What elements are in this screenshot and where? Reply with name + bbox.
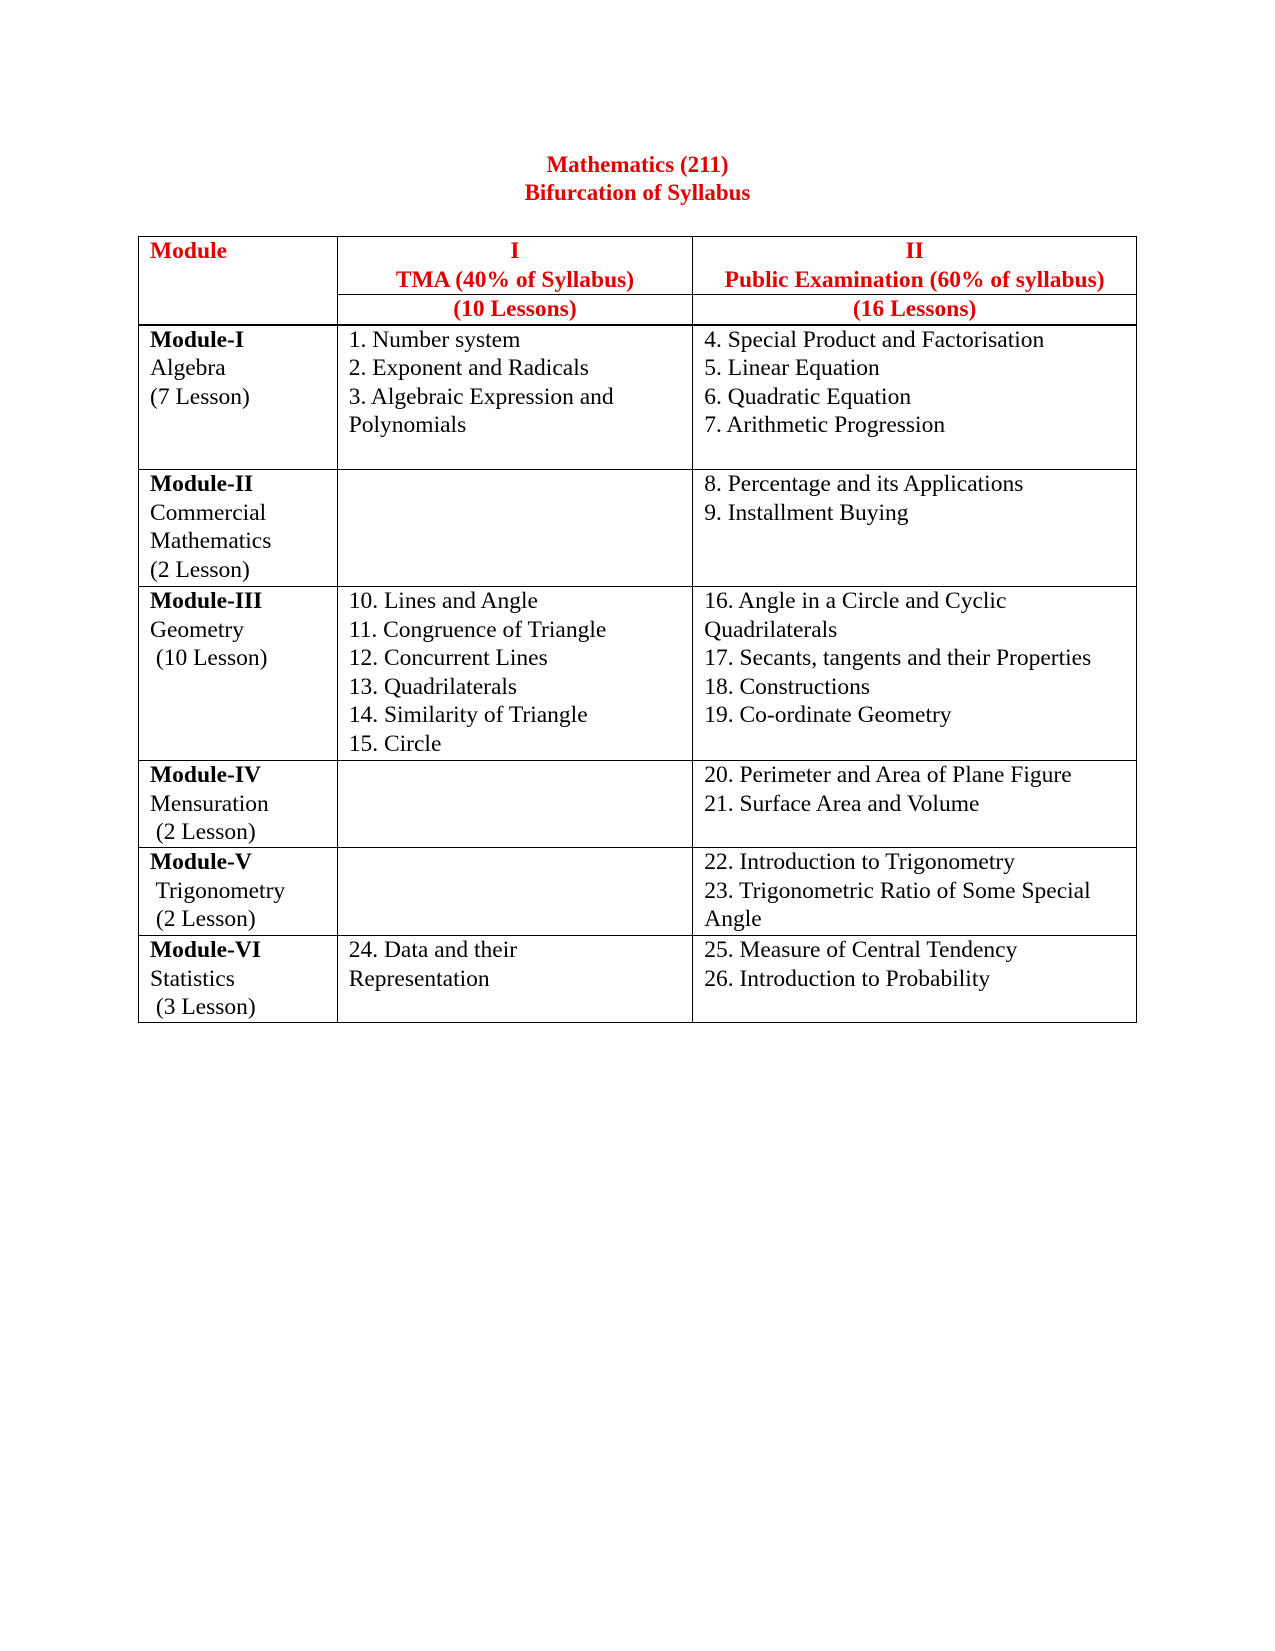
header-exam-numeral: II bbox=[905, 238, 924, 264]
module-cell bbox=[139, 848, 338, 936]
exam-cell bbox=[693, 936, 1137, 1023]
lesson-item: 11. Congruence of Triangle bbox=[348, 616, 607, 643]
header-tma-lessons: (10 Lessons) bbox=[337, 295, 693, 325]
lesson-item: 21. Surface Area and Volume bbox=[704, 790, 980, 817]
lesson-item: Representation bbox=[348, 965, 490, 992]
module-name: Module-IV bbox=[150, 762, 261, 788]
lesson-item: 17. Secants, tangents and their Properties bbox=[704, 645, 1092, 671]
document-subtitle: Bifurcation of Syllabus bbox=[524, 180, 751, 205]
module-name: Module-VI bbox=[150, 937, 261, 963]
module-cell bbox=[139, 761, 338, 848]
tma-cell bbox=[337, 936, 693, 1023]
module-subject: Trigonometry bbox=[150, 877, 286, 904]
lesson-item: 4. Special Product and Factorisation bbox=[704, 326, 1045, 353]
lesson-item: Polynomials bbox=[348, 412, 467, 438]
table-row bbox=[139, 325, 1137, 470]
table-row bbox=[139, 587, 1137, 761]
exam-cell bbox=[693, 761, 1137, 848]
tma-cell bbox=[337, 470, 693, 587]
module-lesson-count: (2 Lesson) bbox=[150, 819, 256, 845]
header-exam bbox=[693, 237, 1137, 295]
module-lesson-count: (7 Lesson) bbox=[150, 383, 250, 410]
module-name: Module-II bbox=[150, 471, 254, 497]
lesson-item: 24. Data and their bbox=[348, 937, 518, 963]
exam-cell bbox=[693, 587, 1137, 761]
table-row bbox=[139, 761, 1137, 848]
exam-cell bbox=[693, 470, 1137, 587]
lesson-item: 10. Lines and Angle bbox=[348, 588, 538, 614]
module-cell bbox=[139, 936, 338, 1023]
lesson-item: 8. Percentage and its Applications bbox=[704, 471, 1024, 497]
tma-cell bbox=[337, 848, 693, 936]
module-lesson-count: (2 Lesson) bbox=[150, 906, 256, 932]
lesson-item: 3. Algebraic Expression and bbox=[348, 383, 614, 410]
module-name: Module-I bbox=[150, 326, 244, 353]
lesson-item: 26. Introduction to Probability bbox=[704, 965, 991, 992]
header-tma-title: TMA (40% of Syllabus) bbox=[395, 266, 635, 293]
lesson-item: 12. Concurrent Lines bbox=[348, 645, 548, 671]
lesson-item: 5. Linear Equation bbox=[704, 355, 880, 381]
module-subject: Commercial bbox=[150, 499, 267, 526]
document-title: Mathematics (211) bbox=[546, 152, 729, 177]
lesson-item: 1. Number system bbox=[348, 326, 521, 353]
module-subject: Algebra bbox=[150, 355, 226, 381]
lesson-item: 25. Measure of Central Tendency bbox=[704, 937, 1018, 963]
tma-cell bbox=[337, 761, 693, 848]
lesson-item: 23. Trigonometric Ratio of Some Special bbox=[704, 877, 1091, 904]
module-subject: Statistics bbox=[150, 965, 235, 992]
table-row bbox=[139, 848, 1137, 936]
exam-cell bbox=[693, 848, 1137, 936]
lesson-item: Quadrilaterals bbox=[704, 616, 838, 643]
table-row bbox=[139, 470, 1137, 587]
lesson-item: 13. Quadrilaterals bbox=[348, 673, 518, 700]
table-row bbox=[139, 936, 1137, 1023]
lesson-item: 14. Similarity of Triangle bbox=[348, 702, 588, 728]
lesson-item: 7. Arithmetic Progression bbox=[704, 412, 946, 438]
lesson-item: 16. Angle in a Circle and Cyclic bbox=[704, 588, 1007, 614]
module-lesson-count: (2 Lesson) bbox=[150, 556, 250, 583]
header-tma bbox=[337, 237, 693, 295]
lesson-item: 22. Introduction to Trigonometry bbox=[704, 849, 1015, 875]
module-subject: Geometry bbox=[150, 616, 244, 643]
lesson-item: 20. Perimeter and Area of Plane Figure bbox=[704, 762, 1072, 788]
lesson-item: 2. Exponent and Radicals bbox=[348, 355, 589, 381]
syllabus-table bbox=[138, 236, 1137, 1023]
header-exam-title: Public Examination (60% of syllabus) bbox=[724, 266, 1105, 293]
module-subject-2: Mathematics bbox=[150, 528, 272, 554]
module-lesson-count: (3 Lesson) bbox=[150, 994, 256, 1020]
module-name: Module-V bbox=[150, 849, 252, 875]
header-module bbox=[139, 237, 338, 325]
module-name: Module-III bbox=[150, 588, 263, 614]
header-tma-numeral: I bbox=[510, 238, 520, 264]
module-cell bbox=[139, 325, 338, 470]
module-cell bbox=[139, 587, 338, 761]
module-subject: Mensuration bbox=[150, 790, 269, 817]
lesson-item: 18. Constructions bbox=[704, 673, 871, 700]
lesson-item: 9. Installment Buying bbox=[704, 499, 909, 526]
exam-cell bbox=[693, 325, 1137, 470]
tma-cell bbox=[337, 587, 693, 761]
tma-cell bbox=[337, 325, 693, 470]
lesson-item: 15. Circle bbox=[348, 730, 442, 757]
lesson-item: 6. Quadratic Equation bbox=[704, 383, 912, 410]
header-module-label: Module bbox=[150, 238, 228, 264]
lesson-item: 19. Co-ordinate Geometry bbox=[704, 702, 952, 728]
module-cell bbox=[139, 470, 338, 587]
header-exam-lessons: (16 Lessons) bbox=[693, 295, 1137, 325]
lesson-item: Angle bbox=[704, 906, 762, 932]
module-lesson-count: (10 Lesson) bbox=[150, 645, 268, 671]
